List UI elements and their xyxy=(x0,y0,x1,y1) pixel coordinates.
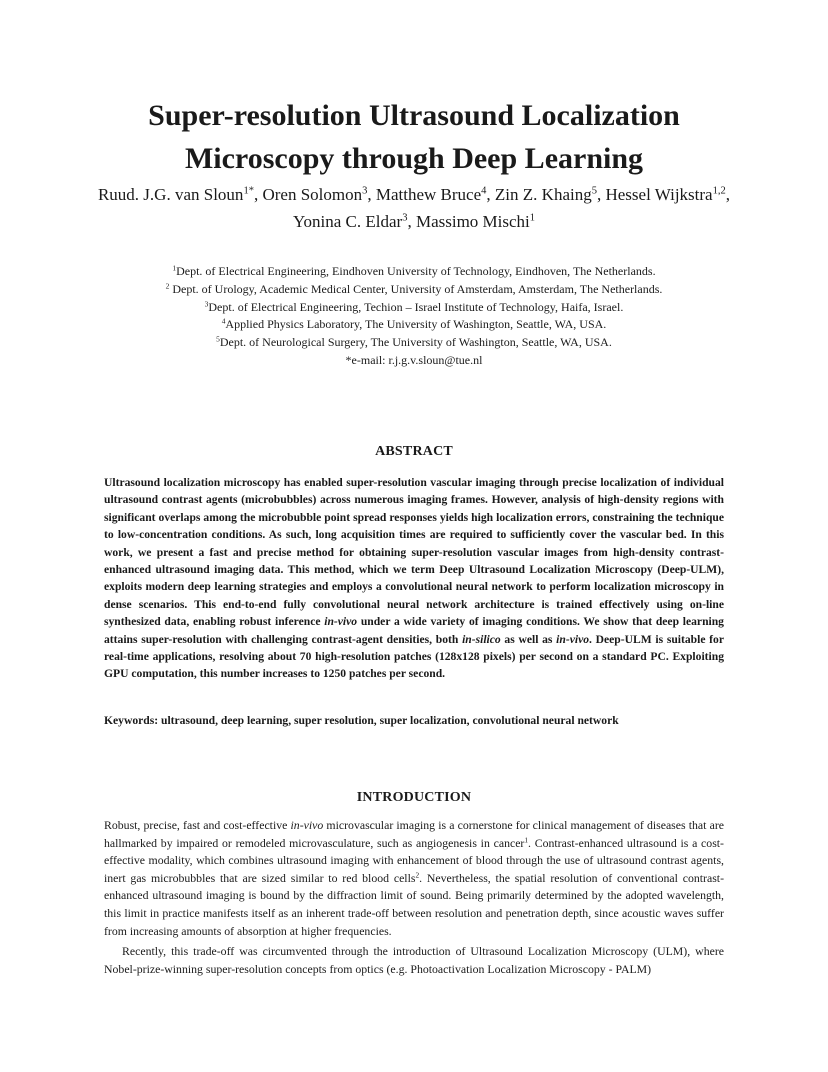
affiliation: $^2$ Dept. of Urology, Academic Medical Center, University of Amsterdam, Amsterdam, The Netherlands. xyxy=(165,281,663,296)
author: Matthew Bruce$^4$, xyxy=(375,185,495,204)
keywords: Keywords: ultrasound, deep learning, super resolution, super localization, convolutional neural network xyxy=(104,714,619,727)
author: Hessel Wijkstra$^{1,2}$, xyxy=(605,185,731,204)
author: Ruud. J.G. van Sloun$^{1*}$, xyxy=(97,185,263,204)
introduction-paragraph-2: Recently, this trade-off was circumvented through the introduction of Ultrasound Localization Microscopy (ULM), where Nobel-prize-winning super-resolution concepts from optics (e.g. Photoactivation Localization Microscopy - PALM) xyxy=(104,944,724,976)
citation-ref: 1 xyxy=(524,835,529,845)
title-line-1: Super-resolution Ultrasound Localization xyxy=(148,99,680,132)
abstract-heading: ABSTRACT xyxy=(375,444,453,459)
affiliation: $^1$Dept. of Electrical Engineering, Eindhoven University of Technology, Eindhoven, The Netherlands. xyxy=(172,263,656,278)
introduction-paragraph-1: Robust, precise, fast and cost-effective in-vivo microvascular imaging is a cornerstone for clinical management of diseases that are hallmarked by impaired or remodeled microvasculature, such as angiogenesis in cancer$^1$. Contrast-enhanced ultrasound is a cost-effective modality, which combines ultrasound imaging with enhancement of blood through the use of ultrasound contrast agents, inert gas microbubbles that are sized similar to red blood cells$^2$. Nevertheless, the spatial resolution of conventional contrast-enhanced ultrasound imaging is bound by the diffraction limit of sound. Being primarily determined by the adopted wavelength, this limit in practice manifests itself as an inherent trade-off between resolution and penetration depth, since acoustic waves suffer from increasing amounts of absorption at higher frequencies. xyxy=(104,818,724,938)
citation-ref: 2 xyxy=(415,870,420,880)
corresponding-email: *e-mail: r.j.g.v.sloun@tue.nl xyxy=(345,352,483,367)
author: Zin Z. Khaing$^5$, xyxy=(494,185,606,204)
author: Massimo Mischi$^1$ xyxy=(415,212,536,231)
author: Yonina C. Eldar$^3$, xyxy=(292,212,416,231)
abstract-body: Ultrasound localization microscopy has enabled super-resolution vascular imaging through precise localization of individual ultrasound contrast agents (microbubbles) across numerous imaging frames. However, analysis of high-density regions with significant overlaps among the microbubble point spread responses yields high localization errors, constraining the technique to low-concentration conditions. As such, long acquisition times are required to sufficiently cover the vascular bed. In this work, we present a fast and precise method for obtaining super-resolution vascular images from high-density contrast-enhanced ultrasound imaging data. This method, which we term Deep Ultrasound Localization Microscopy (Deep-ULM), exploits modern deep learning strategies and employs a convolutional neural network to perform localization microscopy in dense scenarios. This end-to-end fully convolutional neural network architecture is trained effectively using on-line synthesized data, enabling robust inference in-vivo under a wide variety of imaging conditions. We show that deep learning attains super-resolution with challenging contrast-agent densities, both in-silico as well as in-vivo. Deep-ULM is suitable for real-time applications, resolving about 70 high-resolution patches (128x128 pixels) per second on a standard PC. Exploiting GPU computation, this number increases to 1250 patches per second. xyxy=(104,476,724,681)
title-line-2: Microscopy through Deep Learning xyxy=(184,142,644,175)
paper-title xyxy=(60,94,768,180)
introduction-heading: INTRODUCTION xyxy=(356,790,472,805)
affiliation-list xyxy=(80,263,748,370)
affiliation: $^4$Applied Physics Laboratory, The University of Washington, Seattle, WA, USA. xyxy=(221,316,607,332)
affiliation: $^3$Dept. of Electrical Engineering, Techion – Israel Institute of Technology, Haifa, Israel. xyxy=(204,299,624,314)
author: Oren Solomon$^3$, xyxy=(262,185,376,204)
affiliation: $^5$Dept. of Neurological Surgery, The University of Washington, Seattle, WA, USA. xyxy=(216,334,612,350)
author-list xyxy=(90,181,738,235)
